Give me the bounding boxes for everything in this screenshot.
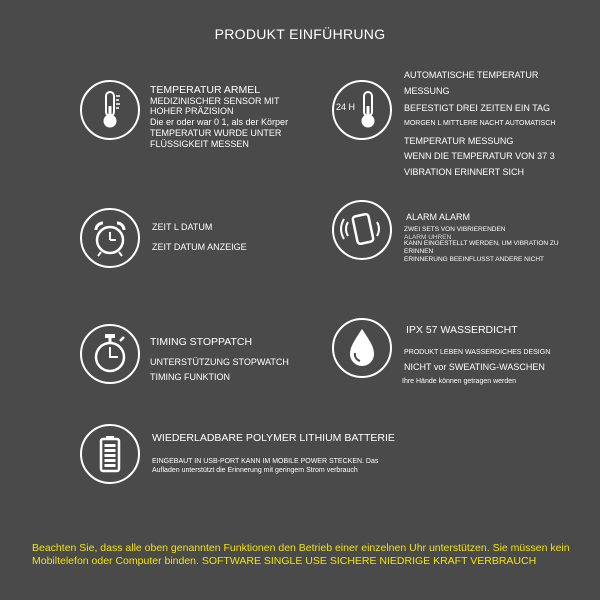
alarm-line3: ERINNEN	[404, 248, 434, 255]
water-drop-icon	[332, 318, 392, 378]
timing-line1: UNTERSTÜTZUNG STOPWATCH	[150, 357, 289, 367]
timing-line2: TIMING FUNKTION	[150, 372, 230, 382]
alarm-heading: ALARM ALARM	[406, 212, 471, 222]
time-date-heading: ZEIT L DATUM	[152, 222, 213, 232]
battery-line2: Aufladen unterstützt die Erinnerung mit geringem Strom verbrauch	[152, 467, 358, 474]
thermometer-icon	[80, 80, 140, 140]
alarm-line4: ERINNERUNG BEEINFLUSST ANDERE NICHT	[404, 256, 545, 263]
waterproof-line3: Ihre Hände können getragen werden	[402, 378, 517, 385]
alarm-line2: KANN EINGESTELLT WERDEN, UM VIBRATION ZU	[404, 240, 559, 247]
page-title: PRODUKT EINFÜHRUNG	[214, 26, 386, 42]
battery-icon	[80, 424, 140, 484]
temp-arm-line3: Die er oder war 0 1, als der Körper	[150, 117, 289, 127]
auto-temp-line1: BEFESTIGT DREI ZEITEN EIN TAG	[404, 103, 551, 113]
waterproof-line2: NICHT vor SWEATING-WASCHEN	[404, 362, 545, 372]
auto-temp-heading2: MESSUNG	[404, 86, 450, 96]
auto-temp-line4: WENN DIE TEMPERATUR VON 37 3	[404, 151, 555, 161]
stopwatch-icon	[80, 324, 140, 384]
alarm-line1: ZWEI SETS VON VIBRIERENDEN	[404, 226, 506, 233]
battery-line1: EINGEBAUT IN USB-PORT KANN IM MOBILE POWER STECKEN. Das	[152, 458, 379, 465]
waterproof-heading: IPX 57 WASSERDICHT	[406, 324, 518, 336]
auto-temp-heading1: AUTOMATISCHE TEMPERATUR	[404, 70, 539, 80]
temp-arm-line5: FLÜSSIGKEIT MESSEN	[150, 139, 249, 149]
waterproof-line1: PRODUKT LEBEN WASSERDICHES DESIGN	[404, 349, 551, 356]
alarm-clock-icon	[80, 208, 140, 268]
footer-note: Beachten Sie, dass alle oben genannten Funktionen den Betrieb einer einzelnen Uhr unterstützen. Sie müssen kein Mobiltelefon oder Computer binden. SOFTWARE SINGLE USE SICHERE NIEDRIGE KRAFT VERBRAUCH	[32, 542, 570, 567]
battery-heading: WIEDERLADBARE POLYMER LITHIUM BATTERIE	[152, 432, 395, 444]
temp-arm-line1: MEDIZINISCHER SENSOR MIT	[150, 96, 280, 106]
time-date-line1: ZEIT DATUM ANZEIGE	[152, 242, 247, 252]
auto-temp-line2: MORGEN L MITTLERE NACHT AUTOMATISCH	[404, 120, 556, 127]
temp-arm-line4: TEMPERATUR WURDE UNTER	[150, 128, 282, 138]
auto-temp-line5: VIBRATION ERINNERT SICH	[404, 167, 525, 177]
alarm-line1b: ALARM UHREN	[404, 234, 452, 241]
temp-arm-line2: HOHER PRÄZISION	[150, 106, 234, 116]
auto-temp-icon-label: 24 H	[336, 102, 356, 112]
temp-arm-heading: TEMPERATUR ARMEL	[150, 84, 261, 96]
timing-heading: TIMING STOPPATCH	[150, 336, 253, 348]
auto-temp-line3: TEMPERATUR MESSUNG	[404, 136, 514, 146]
vibrating-phone-icon	[332, 200, 392, 260]
